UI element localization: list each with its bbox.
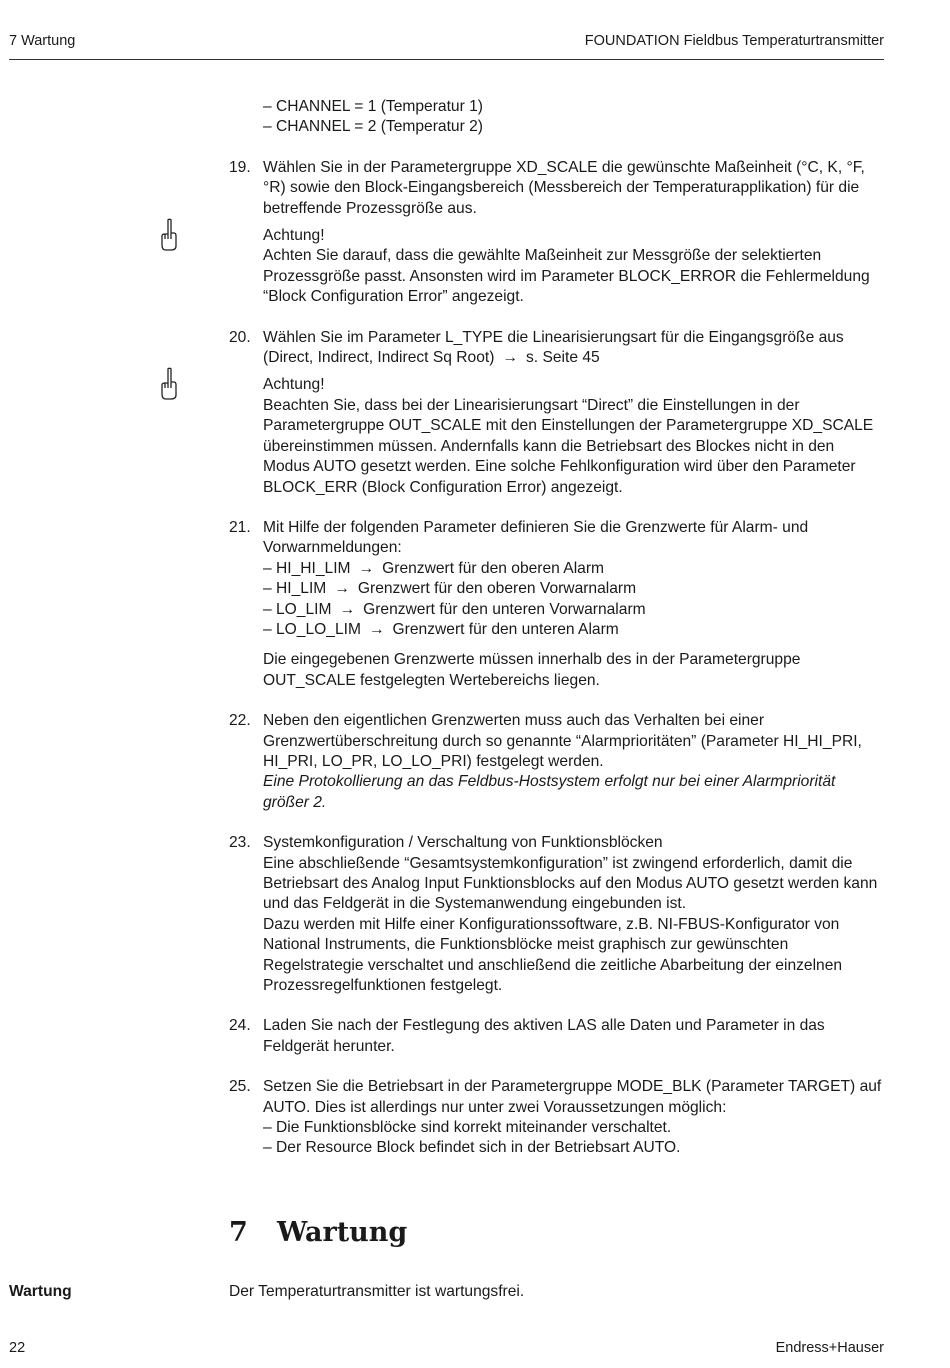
limit-desc: Grenzwert für den unteren Vorwarnalarm xyxy=(363,600,646,618)
limit-desc: Grenzwert für den oberen Vorwarnalarm xyxy=(357,580,637,598)
precondition-item: – Die Funktionsblöcke sind korrekt miteinander verschaltet. xyxy=(263,1119,672,1137)
caution-text: Achten Sie darauf, dass die gewählte Maßeinheit zur Messgröße der selektierten Prozessgröße passt. Ansonsten wird im Parameter BLOCK_ERROR die Fehlermeldung “Block Configuration Error” angezeigt. xyxy=(263,247,870,306)
caution-text: Beachten Sie, dass bei der Linearisierungsart “Direct” die Einstellungen in der Parametergruppe OUT_SCALE mit den Einstellungen der Parametergruppe XD_SCALE übereinstimmen müssen. Andernfalls kann die Betriebsart des Blockes nicht in den Modus AUTO gesetzt werden. Eine solche Fehlkonfiguration wird über den Parameter BLOCK_ERR (Block Configuration Error) angezeigt. xyxy=(263,396,874,496)
page-number: 22 xyxy=(9,1340,26,1356)
header-rule xyxy=(9,59,884,60)
arrow-icon: → xyxy=(334,580,350,598)
step-21 xyxy=(229,518,885,691)
limit-param: – LO_LO_LIM xyxy=(263,620,361,638)
arrow-icon: → xyxy=(339,600,356,618)
step-text: Setzen Sie die Betriebsart in der Parametergruppe MODE_BLK (Parameter TARGET) auf AUTO. Dies ist allerdings nur unter zwei Voraussetzungen möglich: xyxy=(263,1078,882,1116)
caution-note xyxy=(263,375,885,497)
chapter-heading xyxy=(229,1216,407,1250)
arrow-icon: → xyxy=(368,620,385,638)
pointing-hand-icon xyxy=(159,218,181,252)
limit-line xyxy=(263,559,885,579)
step-number: 20. xyxy=(229,328,251,346)
chapter-number: 7 xyxy=(229,1217,248,1248)
step-italic-note: Eine Protokollierung an das Feldbus-Hostsystem erfolgt nur bei einer Alarmpriorität größer 2. xyxy=(263,773,836,811)
step-23 xyxy=(229,833,885,996)
pointing-hand-icon xyxy=(159,367,181,401)
brand-name: Endress+Hauser xyxy=(775,1340,884,1356)
sidebar-label: Wartung xyxy=(9,1283,72,1300)
channel-line-1: – CHANNEL = 1 (Temperatur 1) xyxy=(263,98,483,115)
step-20 xyxy=(229,328,885,498)
precondition-item: – Der Resource Block befindet sich in der Betriebsart AUTO. xyxy=(263,1139,681,1157)
instruction-list xyxy=(229,97,885,1159)
limit-param: – LO_LIM xyxy=(263,600,332,618)
step-number: 23. xyxy=(229,834,251,852)
channel-line-2: – CHANNEL = 2 (Temperatur 2) xyxy=(263,118,483,136)
step-text: Neben den eigentlichen Grenzwerten muss auch das Verhalten bei einer Grenzwertüberschreitung durch so genannte “Alarmprioritäten” (Parameter HI_HI_PRI, HI_PRI, LO_PR, LO_LO_PRI) festgelegt werden. xyxy=(263,712,862,770)
caution-title: Achtung! xyxy=(263,227,325,245)
step-25 xyxy=(229,1077,885,1159)
step-closing-text: Die eingegebenen Grenzwerte müssen innerhalb des in der Parametergruppe OUT_SCALE festgelegten Wertebereichs liegen. xyxy=(263,651,801,689)
step-number: 21. xyxy=(229,518,251,536)
step-number: 24. xyxy=(229,1017,251,1035)
step-text: Laden Sie nach der Festlegung des aktiven LAS alle Daten und Parameter in das Feldgerät herunter. xyxy=(263,1017,825,1055)
page-reference: s. Seite 45 xyxy=(525,349,600,367)
step-text: Wählen Sie in der Parametergruppe XD_SCALE die gewünschte Maßeinheit (°C, K, °F, °R) sowie den Block-Eingangsbereich (Messbereich der Temperaturapplikation) für die betreffende Prozessgröße aus. xyxy=(263,158,865,217)
maintenance-text: Der Temperaturtransmitter ist wartungsfrei. xyxy=(229,1283,525,1300)
arrow-icon: → xyxy=(502,349,518,367)
step-number: 22. xyxy=(229,712,251,730)
limit-desc: Grenzwert für den oberen Alarm xyxy=(382,559,605,577)
step-text xyxy=(263,328,885,369)
limit-line xyxy=(263,579,885,599)
step-text-continued: Dazu werden mit Hilfe einer Konfigurationssoftware, z.B. NI-FBUS-Konfigurator von National Instruments, die Funktionsblöcke meist graphisch zur gewünschten Regelstrategie verschaltet und anschließend die zeitliche Abarbeitung der einzelnen Prozessregelfunktionen festgelegt. xyxy=(263,915,843,995)
step-22 xyxy=(229,711,885,813)
step-number: 25. xyxy=(229,1078,251,1096)
step-text-main: Wählen Sie im Parameter L_TYPE die Linearisierungsart für die Eingangsgröße aus (Direct, Indirect, Indirect Sq Root) xyxy=(263,328,844,367)
limit-param: – HI_HI_LIM xyxy=(263,559,351,577)
step-text: Mit Hilfe der folgenden Parameter definieren Sie die Grenzwerte für Alarm- und Vorwarnmeldungen: xyxy=(263,518,809,557)
running-header-left: 7 Wartung xyxy=(9,33,76,49)
caution-title: Achtung! xyxy=(263,376,325,394)
limit-desc: Grenzwert für den unteren Alarm xyxy=(392,620,619,638)
limit-line xyxy=(263,620,885,640)
arrow-icon: → xyxy=(358,559,375,577)
caution-note xyxy=(263,226,885,308)
step-number: 19. xyxy=(229,158,251,176)
step-text: Eine abschließende “Gesamtsystemkonfiguration” ist zwingend erforderlich, damit die Betriebsart des Analog Input Funktionsblocks auf den Modus AUTO gesetzt werden kann und das Feldgerät in die Systemanwendung eingebunden ist. xyxy=(263,854,878,913)
limit-line xyxy=(263,600,885,620)
chapter-title: Wartung xyxy=(277,1217,408,1248)
step-title: Systemkonfiguration / Verschaltung von Funktionsblöcken xyxy=(263,834,663,852)
step-24 xyxy=(229,1016,885,1057)
limit-param: – HI_LIM xyxy=(263,580,327,598)
step-19 xyxy=(229,158,885,308)
running-header-right: FOUNDATION Fieldbus Temperaturtransmitter xyxy=(584,33,884,49)
